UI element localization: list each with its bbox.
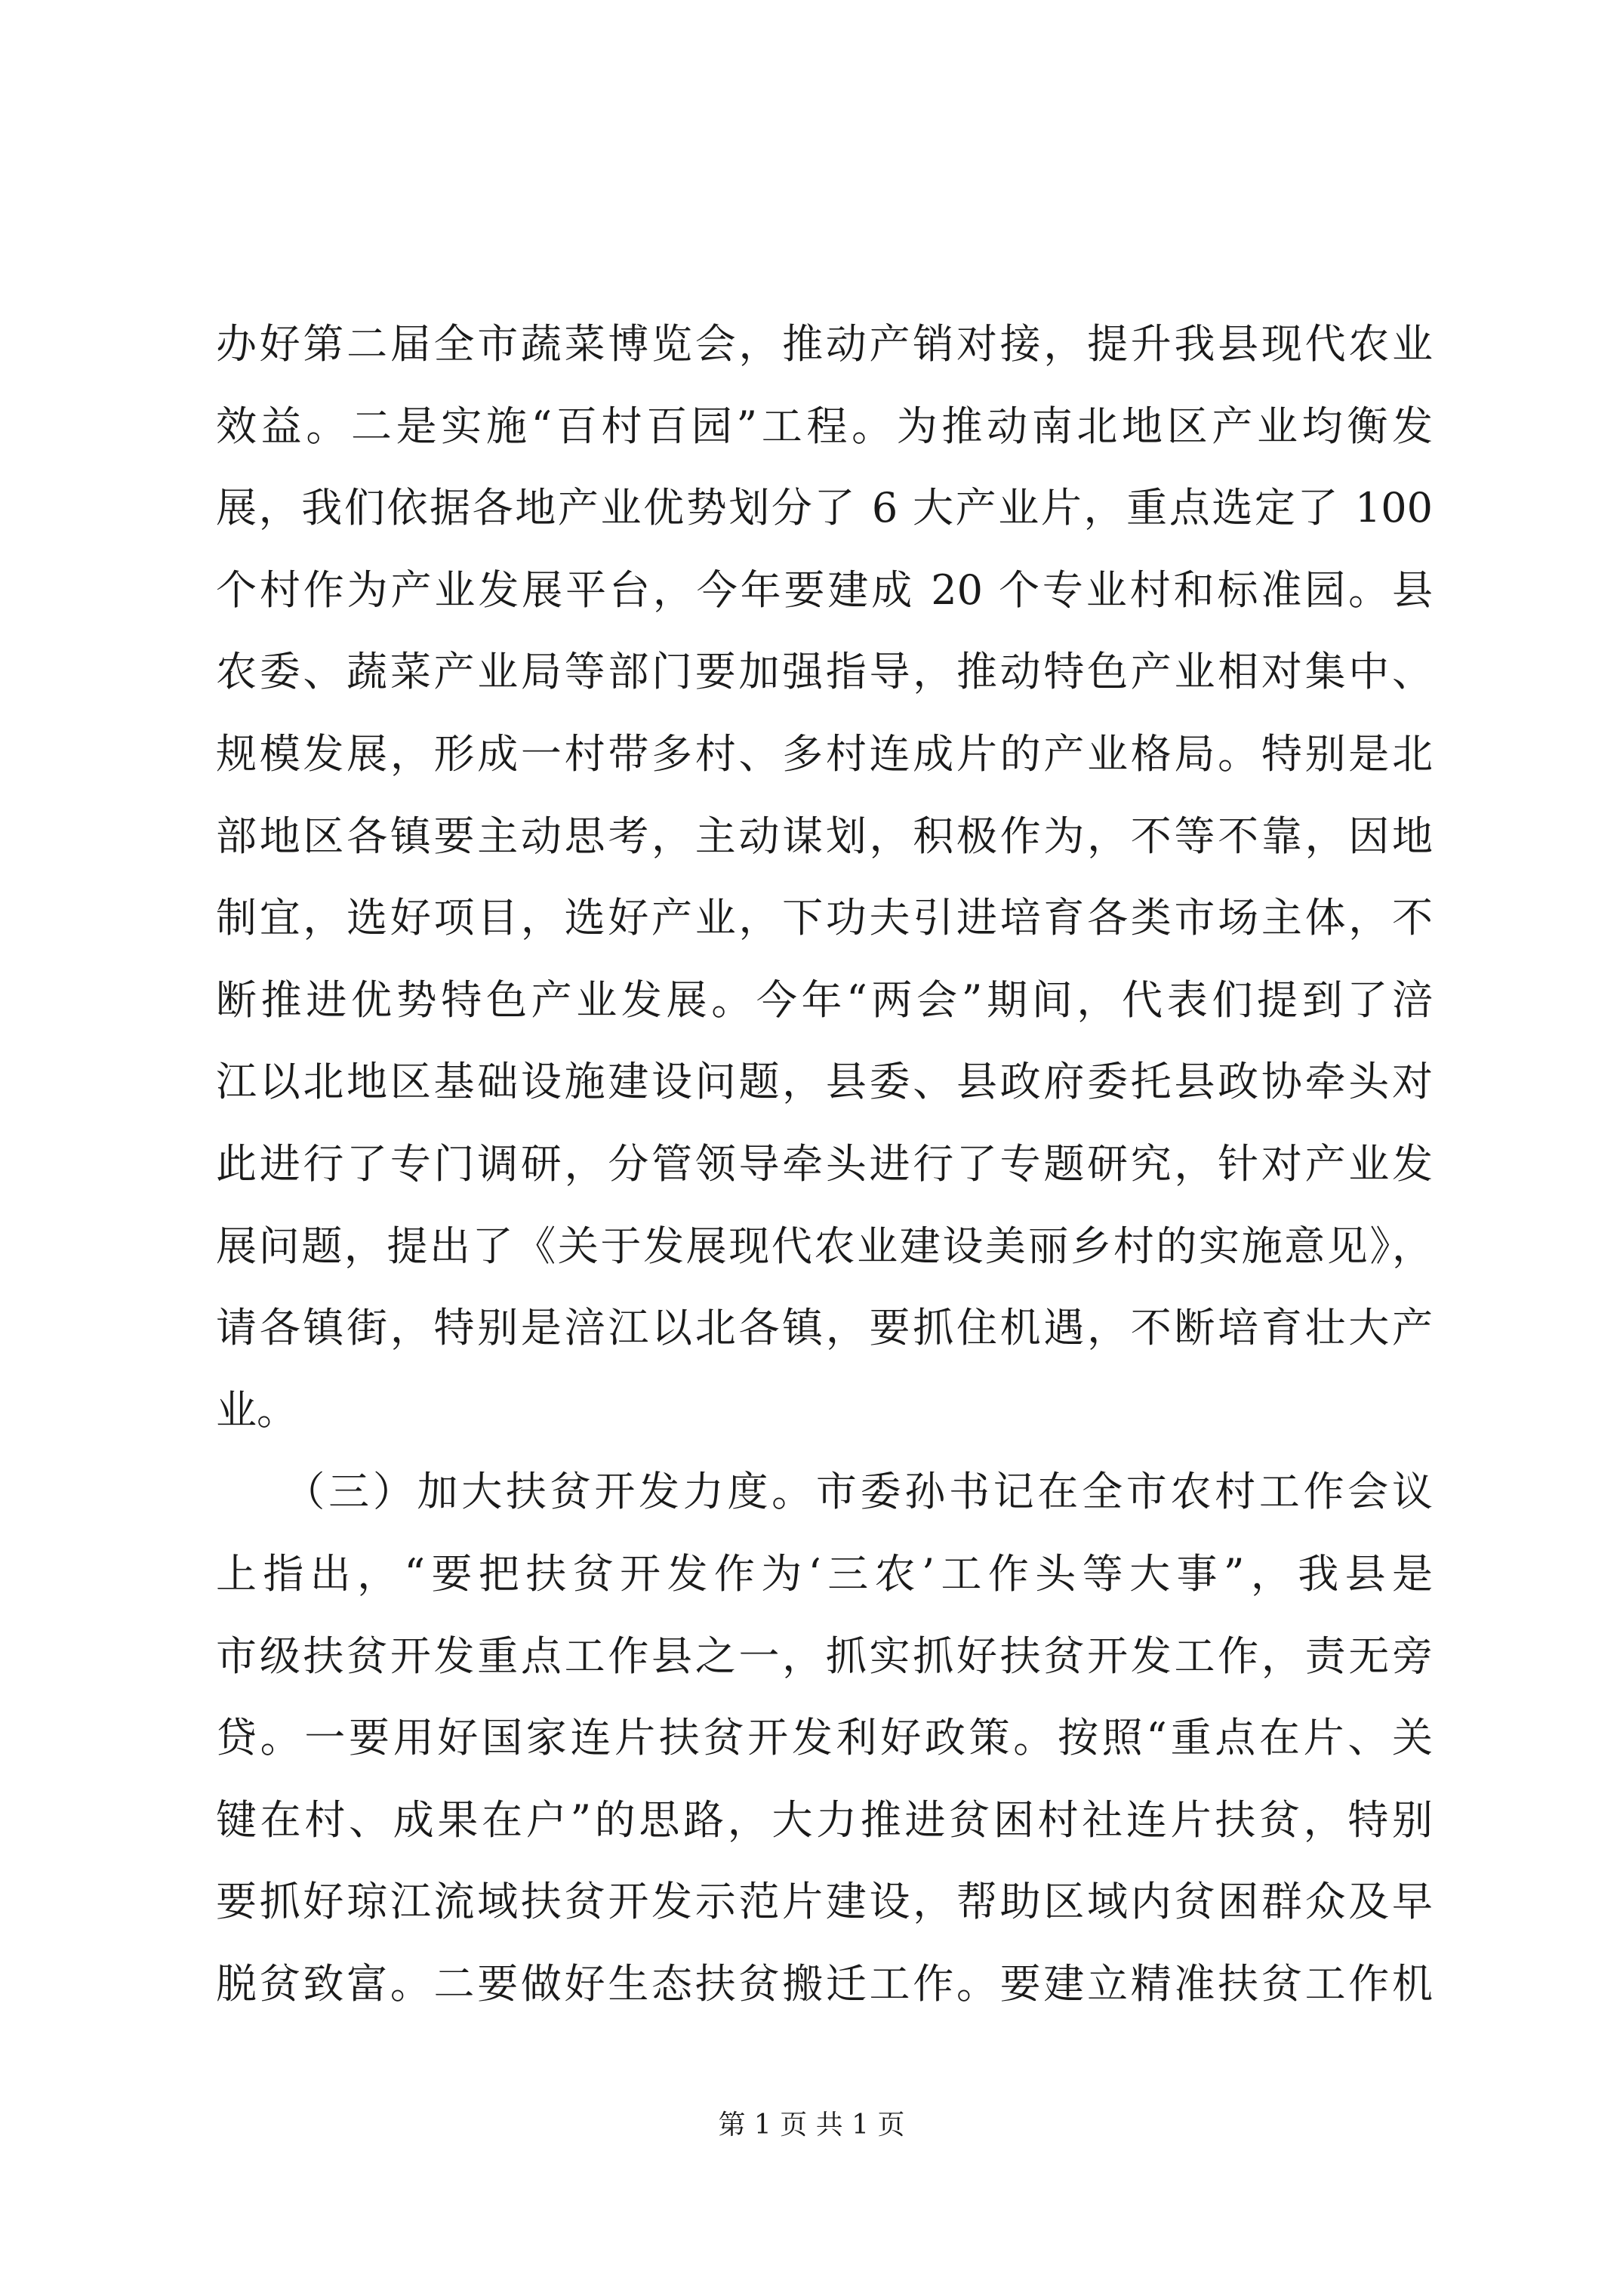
text-line: 此进行了专门调研，分管领导牵头进行了专题研究，针对产业发 (216, 1139, 1433, 1188)
text-line: 办好第二届全市蔬菜博览会，推动产销对接，提升我县现代农业 (216, 320, 1433, 368)
text-line: 上指出，“要把扶贫开发作为‘三农’工作头等大事”，我县是 (216, 1549, 1433, 1598)
text-line: 效益。二是实施“百村百园”工程。为推动南北地区产业均衡发 (216, 402, 1433, 450)
text-line: 农委、蔬菜产业局等部门要加强指导，推动特色产业相对集中、 (216, 648, 1433, 696)
text-line: 市级扶贫开发重点工作县之一，抓实抓好扶贫开发工作，责无旁 (216, 1632, 1433, 1680)
text-line: （三）加大扶贫开发力度。市委孙书记在全市农村工作会议 (216, 1468, 1433, 1516)
text-line: 键在村、成果在户”的思路，大力推进贫困村社连片扶贫，特别 (216, 1795, 1433, 1844)
page-number: 第 1 页 共 1 页 (718, 2110, 905, 2140)
text-line: 展问题，提出了《关于发展现代农业建设美丽乡村的实施意见》， (216, 1222, 1433, 1270)
page-footer (0, 2106, 1623, 2144)
text-line: 断推进优势特色产业发展。今年“两会”期间，代表们提到了涪 (216, 975, 1433, 1024)
text-line: 贷。一要用好国家连片扶贫开发利好政策。按照“重点在片、关 (216, 1714, 1433, 1762)
text-line: 业。 (216, 1385, 297, 1434)
text-line: 规模发展，形成一村带多村、多村连成片的产业格局。特别是北 (216, 729, 1433, 778)
text-line: 展，我们依据各地产业优势划分了 6 大产业片，重点选定了 100 (216, 484, 1433, 532)
body-text (216, 304, 1433, 2025)
text-line: 制宜，选好项目，选好产业，下功夫引进培育各类市场主体，不 (216, 894, 1433, 942)
text-line: 个村作为产业发展平台，今年要建成 20 个专业村和标准园。县 (216, 566, 1433, 614)
text-line: 江以北地区基础设施建设问题，县委、县政府委托县政协牵头对 (216, 1058, 1433, 1106)
text-line: 要抓好琼江流域扶贫开发示范片建设，帮助区域内贫困群众及早 (216, 1878, 1433, 1926)
text-line: 脱贫致富。二要做好生态扶贫搬迁工作。要建立精准扶贫工作机 (216, 1959, 1433, 2008)
text-line: 请各镇街，特别是涪江以北各镇，要抓住机遇，不断培育壮大产 (216, 1304, 1433, 1352)
text-line: 部地区各镇要主动思考，主动谋划，积极作为，不等不靠，因地 (216, 812, 1433, 860)
